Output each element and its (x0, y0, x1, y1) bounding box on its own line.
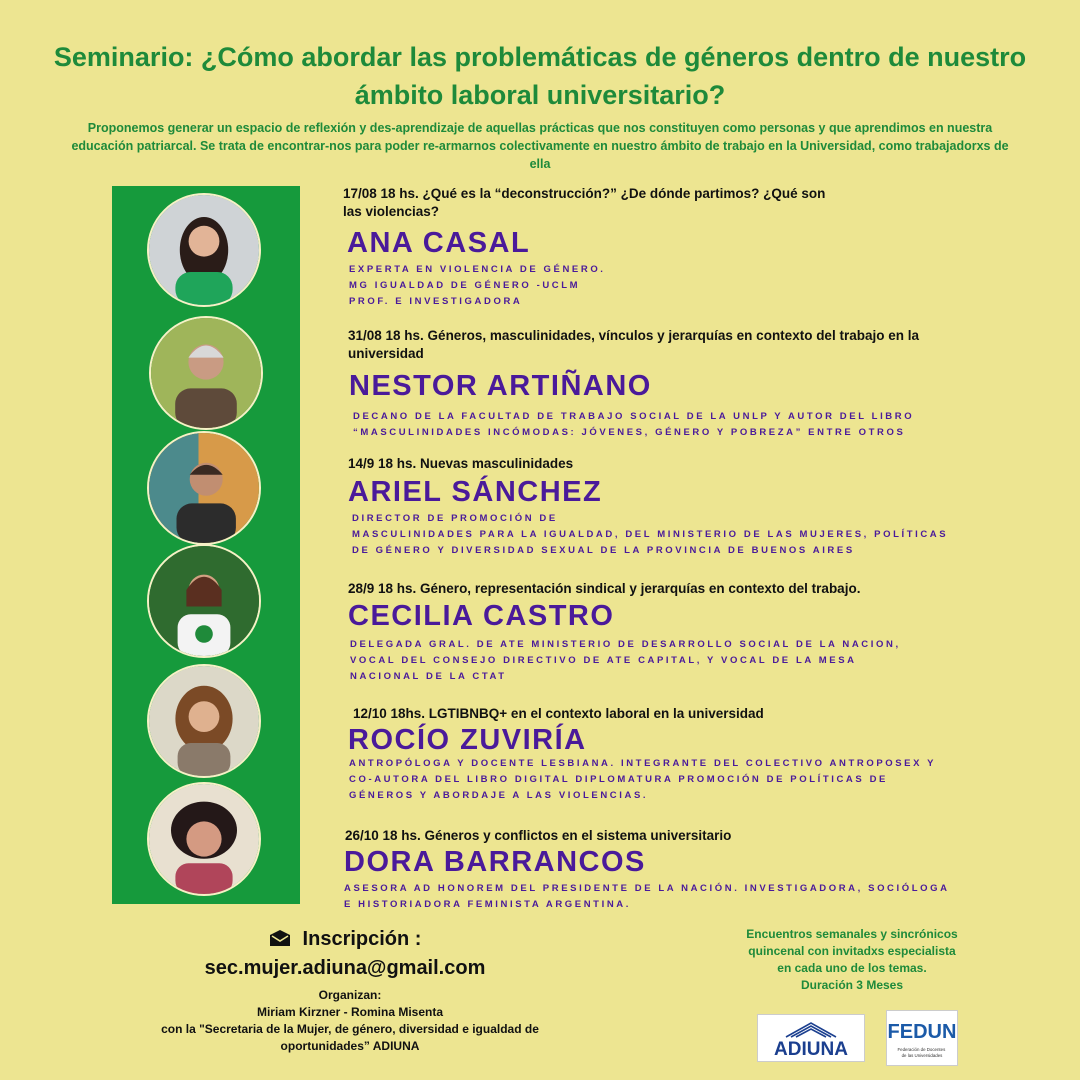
speaker-name-dora-barrancos: DORA BARRANCOS (344, 846, 646, 878)
speaker-photo-ariel-sanchez (147, 431, 261, 545)
organizan-label: Organizan: (318, 988, 382, 1002)
envelope-icon (269, 929, 291, 947)
fedun-logo (886, 1010, 958, 1066)
session-1-line: 17/08 18 hs. ¿Qué es la “deconstrucción?” ¿De dónde partimos? ¿Qué son las violencias? (343, 186, 826, 219)
speaker-photo-nestor-artinano (149, 316, 263, 430)
speaker-photo-rocio-zuviria (147, 664, 261, 778)
organizers-block (120, 987, 580, 1055)
adiuna-logo-text: ADIUNA (774, 1039, 848, 1060)
speaker-name-ariel-sanchez: ARIEL SÁNCHEZ (348, 476, 603, 508)
inscripcion-heading (180, 928, 510, 951)
speaker-photo-cecilia-castro (147, 544, 261, 658)
page-title: Seminario: ¿Cómo abordar las problemáticas de géneros dentro de nuestro ámbito laboral universitario? (53, 42, 1027, 110)
speaker-photo-dora-barrancos (147, 782, 261, 896)
organizers-secretaria: con la "Secretaria de la Mujer, de género, diversidad e igualdad de oportunidades” ADIUNA (161, 1022, 539, 1053)
fedun-logo-text: FEDUN (887, 1021, 957, 1043)
speaker-name-rocio-zuviria: ROCÍO ZUVIRÍA (348, 724, 587, 756)
fedun-logo-subtext: Federación de Docentes de las Universidades (897, 1047, 946, 1058)
session-5-line: 12/10 18hs. LGTIBNBQ+ en el contexto laboral en la universidad (353, 706, 764, 721)
speaker-desc-ana-casal: EXPERTA EN VIOLENCIA DE GÉNERO. MG IGUALDAD DE GÉNERO -UCLM PROF. E INVESTIGADORA (349, 264, 606, 307)
intro-text: Proponemos generar un espacio de reflexión y des-aprendizaje de aquellas prácticas que nos constituyen como personas y que aprendimos en nuestra educación patriarcal. Se trata de encontrar-nos para poder re-armarnos colectivamente en nuestro ámbito de trabajo en la Universidad, como trabajadorxs de ella (71, 121, 1009, 171)
session-2-line: 31/08 18 hs. Géneros, masculinidades, vínculos y jerarquías en contexto del trabajo en la universidad (348, 328, 919, 361)
session-3-line: 14/9 18 hs. Nuevas masculinidades (348, 456, 574, 471)
session-4-line: 28/9 18 hs. Género, representación sindical y jerarquías en contexto del trabajo. (348, 581, 861, 596)
adiuna-logo (757, 1014, 865, 1062)
speaker-desc-cecilia-castro: DELEGADA GRAL. DE ATE MINISTERIO DE DESARROLLO SOCIAL DE LA NACION, VOCAL DEL CONSEJO DIRECTIVO DE ATE CAPITAL, Y VOCAL DE LA MESA NACIONAL DE LA CTAT (350, 639, 901, 682)
speaker-desc-ariel-sanchez: DIRECTOR DE PROMOCIÓN DE MASCULINIDADES PARA LA IGUALDAD, DEL MINISTERIO DE LAS MUJERES, POLÍTICAS DE GÉNERO Y DIVERSIDAD SEXUAL DE LA PROVINCIA DE BUENOS AIRES (352, 513, 949, 556)
speaker-name-cecilia-castro: CECILIA CASTRO (348, 600, 615, 632)
speaker-name-nestor-artinano: NESTOR ARTIÑANO (349, 370, 652, 402)
speaker-name-ana-casal: ANA CASAL (347, 227, 531, 259)
speaker-desc-rocio-zuviria: ANTROPÓLOGA Y DOCENTE LESBIANA. INTEGRANTE DEL COLECTIVO ANTROPOSEX Y CO-AUTORA DEL LIBRO DIGITAL DIPLOMATURA PROMOCIÓN DE POLÍTICAS DE GÉNEROS Y ABORDAJE A LAS VIOLENCIAS. (349, 758, 937, 801)
photo-column (112, 186, 300, 904)
organizers-names: Miriam Kirzner - Romina Misenta (256, 1005, 444, 1019)
contact-email[interactable]: sec.mujer.adiuna@gmail.com (204, 957, 486, 979)
inscripcion-label: Inscripción : (302, 928, 422, 950)
speaker-desc-dora-barrancos: ASESORA AD HONOREM DEL PRESIDENTE DE LA NACIÓN. INVESTIGADORA, SOCIÓLOGA E HISTORIADORA FEMINISTA ARGENTINA. (344, 883, 950, 910)
session-6-line: 26/10 18 hs. Géneros y conflictos en el sistema universitario (345, 828, 732, 843)
encuentros-info: Encuentros semanales y sincrónicos quincenal con invitadxs especialista en cada uno de los temas. Duración 3 Meses (746, 927, 958, 992)
speaker-photo-ana-casal (147, 193, 261, 307)
speaker-desc-nestor-artinano: DECANO DE LA FACULTAD DE TRABAJO SOCIAL DE LA UNLP Y AUTOR DEL LIBRO “MASCULINIDADES INCÓMODAS: JÓVENES, GÉNERO Y POBREZA” ENTRE OTROS (353, 411, 915, 438)
